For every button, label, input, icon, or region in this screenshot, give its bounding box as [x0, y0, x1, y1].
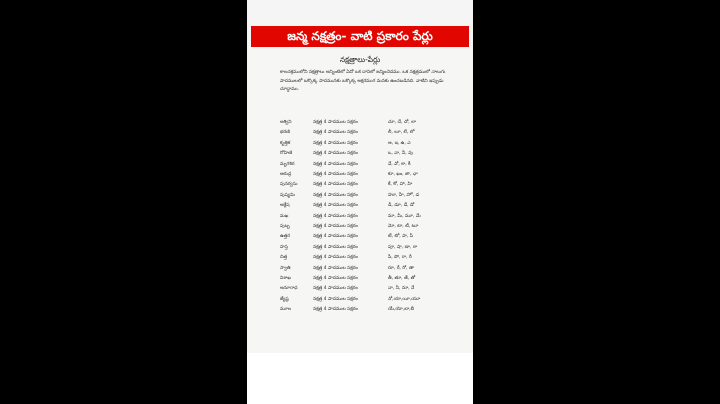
pada-note: నక్షత్ర 4 పాదముల సక్షరం [313, 224, 358, 229]
pada-note: నక్షత్ర 4 పాదముల సక్షరం [313, 140, 358, 146]
star-name: చిత్త [280, 255, 288, 261]
pada-note: నక్షత్ర 4 పాదముల సక్షరం [313, 130, 358, 136]
star-name: స్వాతి [280, 265, 291, 271]
table-row [247, 305, 473, 315]
letters-cell: కూ, ఖం, ఙా, ఛా [388, 172, 418, 177]
letters-cell: రూ, రే, రో, తా [388, 265, 414, 271]
document-intro: కాలచక్రములోని నక్షత్రాలు అన్నింటిలో ఏదో ఒక దానిలో జన్మించెదము. ఒక నక్షత్రములో నాలుగు పాదములలో ఒక్కొక్క పాదమునకు ఒక్కొక్క అక్షరముగ మనకు ఉంచబడినది. వాటిని ఇప్పుడు చూద్దాము. [280, 70, 446, 93]
table-row [247, 191, 473, 201]
star-name: ఆరుద్ర [280, 172, 292, 177]
table-row [247, 180, 473, 190]
letters-cell: నో,యా,యీ,యూ [388, 296, 421, 302]
pada-note: నక్షత్ర 4 పాదముల సక్షరం [313, 296, 358, 302]
letters-cell: యే,యో,బా,బీ [388, 307, 415, 313]
table-row [247, 232, 473, 242]
star-name: కృత్తిక [280, 140, 291, 146]
star-name: అశ్విని [280, 120, 292, 125]
star-name: మూల [280, 307, 292, 313]
table-row [247, 212, 473, 222]
letters-cell: నా, నీ, నూ, నే [388, 286, 415, 292]
table-row [247, 201, 473, 211]
pada-note: నక్షత్ర 4 పాదముల సక్షరం [313, 276, 358, 281]
star-name: జ్యేష్ఠ [280, 296, 289, 302]
table-row [247, 170, 473, 180]
letters-cell: మో, టా, టీ, టూ [388, 224, 419, 229]
pada-note: నక్షత్ర 4 పాదముల సక్షరం [313, 120, 358, 125]
star-name: అనూరాధ [280, 286, 298, 292]
table-row [247, 284, 473, 294]
pada-note: నక్షత్ర 4 పాదముల సక్షరం [313, 151, 358, 157]
document-title: నక్షత్రాలు-పేర్లు [339, 55, 381, 64]
letters-cell: పూ, షా, ణా, ఠా [388, 244, 418, 250]
table-row [247, 295, 473, 305]
letters-cell: అ, ఇ, ఉ, ఎ [388, 140, 411, 146]
star-name: ఉత్తర [280, 234, 290, 240]
pada-note: నక్షత్ర 4 పాదముల సక్షరం [313, 265, 358, 271]
table-row [247, 222, 473, 232]
table-row [247, 149, 473, 159]
pada-note: నక్షత్ర 4 పాదముల సక్షరం [313, 244, 358, 250]
pada-note: నక్షత్ర 4 పాదముల సక్షరం [313, 307, 358, 313]
pada-note: నక్షత్ర 4 పాదముల సక్షరం [313, 213, 358, 219]
star-name: రోహిణి [280, 151, 293, 157]
table-row [247, 253, 473, 263]
letters-cell: పే, పో, రా, రీ [388, 255, 412, 261]
star-name: భరణి [280, 130, 290, 136]
letters-cell: డీ, డూ, డే, డో [388, 203, 415, 209]
star-name: పునర్వసు [280, 182, 298, 188]
letters-cell: వే, వో, కా, కీ [388, 161, 411, 167]
pada-note: నక్షత్ర 4 పాదముల సక్షరం [313, 234, 358, 240]
letters-cell: మా, మీ, మూ, మే [388, 213, 421, 219]
table-row [247, 160, 473, 170]
pada-note: నక్షత్ర 4 పాదముల సక్షరం [313, 172, 358, 177]
pada-note: నక్షత్ర 4 పాదముల సక్షరం [313, 203, 358, 209]
letters-cell: కే, కో, హా, హి [388, 182, 413, 188]
star-name: మఖ [280, 213, 289, 219]
pada-note: నక్షత్ర 4 పాదముల సక్షరం [313, 182, 358, 188]
star-name: విశాఖ [280, 276, 291, 281]
letters-cell: టే, టో, పా, పీ [388, 234, 414, 240]
table-row [247, 274, 473, 284]
video-frame [247, 0, 473, 404]
letters-cell: చూ, చే, చో, లా [388, 120, 417, 125]
pada-note: నక్షత్ర 4 పాదముల సక్షరం [313, 161, 358, 167]
star-name: మృగశిర [280, 161, 295, 167]
pada-note: నక్షత్ర 4 పాదముల సక్షరం [313, 255, 358, 261]
table-row [247, 128, 473, 138]
star-name: ఆశ్లేష [280, 203, 290, 209]
table-row [247, 139, 473, 149]
table-row [247, 118, 473, 128]
letters-cell: తీ, తూ, తే, తో [388, 276, 416, 281]
letters-cell: లీ, లూ, లే, లో [388, 130, 415, 136]
letters-cell: హూ, హే, హో, డ [388, 192, 420, 198]
title-banner: జన్మ నక్షత్రం- వాటి ప్రకారం పేర్లు [251, 26, 469, 47]
letters-cell: ఒ, వా, వీ, వు [388, 151, 413, 157]
pada-note: నక్షత్ర 4 పాదముల సక్షరం [313, 192, 358, 198]
pada-note: నక్షత్ర 4 పాదముల సక్షరం [313, 286, 358, 292]
bottom-area [247, 353, 473, 404]
star-name: పుష్యమి [280, 192, 295, 198]
table-row [247, 243, 473, 253]
table-row [247, 264, 473, 274]
star-name: హస్త [280, 244, 288, 250]
star-name: పుబ్బ [280, 224, 290, 229]
document-page [247, 49, 473, 353]
